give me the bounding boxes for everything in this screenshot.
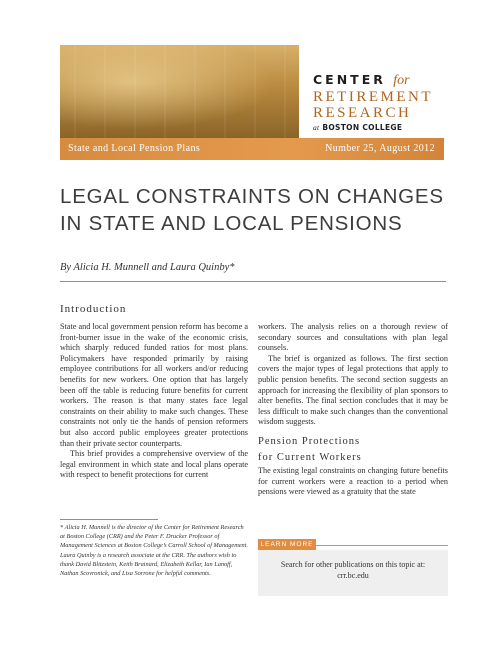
header-photo — [60, 45, 299, 138]
issue-number: Number 25, August 2012 — [325, 143, 435, 154]
crr-logo — [313, 72, 443, 132]
logo-line-retirement: RETIREMENT — [313, 89, 433, 105]
byline: By Alicia H. Munnell and Laura Quinby* — [60, 262, 235, 273]
section-heading-introduction: Introduction — [60, 303, 127, 315]
title-line-1: LEGAL CONSTRAINTS ON CHANGES — [60, 185, 444, 208]
paragraph: This brief provides a comprehensive overview of the legal environment in which state and local plans operate with respect to benefit protections for current — [60, 449, 248, 480]
learn-more-box — [258, 550, 448, 596]
logo-line-boston-college: at BOSTON COLLEGE — [313, 123, 403, 132]
learn-more-link[interactable]: crr.bc.edu — [337, 570, 369, 580]
paragraph: workers. The analysis relies on a thorough review of secondary sources and consultations with plan legal counsels. — [258, 322, 448, 353]
learn-more-text: Search for other publications on this topic at: — [280, 560, 426, 569]
paragraph: The existing legal constraints on changing future benefits for current workers were a reaction to a period when pensions were viewed as a gratuity that the state — [258, 466, 448, 497]
logo-line-center: CENTER for — [313, 72, 410, 88]
paragraph: The brief is organized as follows. The first section covers the major types of legal protections that apply to public pension benefits. The second section suggests an approach for increasing the flexibility of plan sponsors to alter benefits. The final section concludes that it may be less difficult to make such changes than the conventional wisdom suggests. — [258, 353, 448, 427]
byline-divider — [60, 281, 446, 282]
column-right-continued — [258, 466, 448, 498]
footnote-divider — [60, 519, 158, 520]
page-title — [60, 183, 450, 237]
column-left — [60, 322, 248, 481]
footnote: * Alicia H. Munnell is the director of the Center for Retirement Research at Boston College (CRR) and the Peter F. Drucker Professor of Management Sciences at Boston College’s Carroll School of Management. Laura Quinby is a research associate at the CRR. The authors wish to thank David Blitzstein, Keith Brainard, Elizabeth Kellar, Ian Lanoff, Nathan Scovronick, and Lisa Sorrone for helpful comments. — [60, 524, 249, 578]
series-bar — [60, 138, 444, 160]
heading-line-2: for Current Workers — [258, 452, 362, 463]
column-right — [258, 322, 448, 428]
series-name: State and Local Pension Plans — [68, 143, 201, 154]
logo-line-research: RESEARCH — [313, 105, 412, 121]
title-line-2: IN STATE AND LOCAL PENSIONS — [60, 212, 403, 235]
paragraph: State and local government pension reform has become a front-burner issue in the wake of the economic crisis, which sharply reduced funded ratios for most plans. Policymakers have responded primarily by raising employee contributions for all workers and/or reducing benefits for new workers. One option that has largely been off the table is reducing future benefits for current workers. The reason is that many states face legal constraints on their ability to make such changes. These constraints not only tie the hands of pension reformers but also accord public employees greater protections than their private sector counterparts. — [60, 322, 248, 448]
section-heading-pension-protections — [258, 434, 448, 466]
learn-more-label: LEARN MORE — [258, 539, 316, 550]
heading-line-1: Pension Protections — [258, 436, 361, 447]
